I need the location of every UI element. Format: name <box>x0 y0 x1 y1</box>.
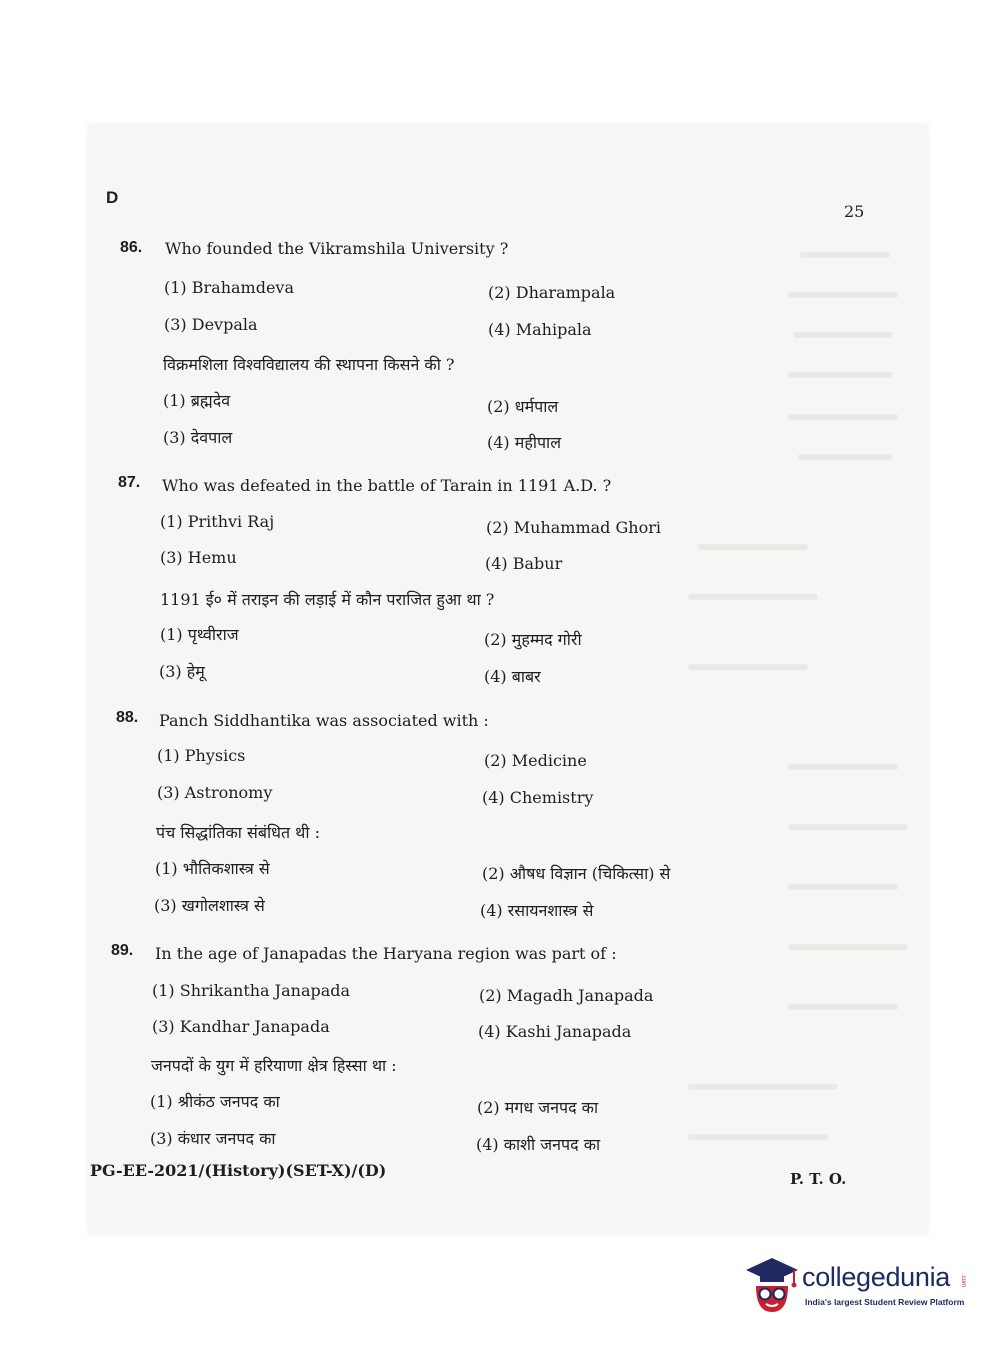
question-text-hindi: 1191 ई० में तराइन की लड़ाई में कौन पराजित हुआ था ? <box>160 590 495 609</box>
set-letter: D <box>106 188 119 207</box>
question-number: 88. <box>116 709 139 726</box>
option-4-english: (4) Babur <box>485 554 563 573</box>
option-2-hindi: (2) मुहम्मद गोरी <box>484 630 582 649</box>
option-3-english: (3) Astronomy <box>157 783 273 802</box>
option-3-english: (3) Kandhar Janapada <box>152 1017 330 1036</box>
bleed-through-line <box>788 372 893 378</box>
logo-tagline: India's largest Student Review Platform <box>805 1297 965 1307</box>
bleed-through-line <box>788 884 898 890</box>
bleed-through-line <box>788 1004 898 1010</box>
option-3-english: (3) Hemu <box>160 548 237 567</box>
bleed-through-line <box>793 332 893 338</box>
bleed-through-line <box>798 454 893 460</box>
option-1-english: (1) Physics <box>157 746 246 765</box>
question-text-english: Panch Siddhantika was associated with : <box>159 711 489 730</box>
question-number: 89. <box>111 942 134 959</box>
option-4-hindi: (4) महीपाल <box>487 433 562 452</box>
question-text-hindi: पंच सिद्धांतिका संबंधित थी : <box>156 823 320 842</box>
option-3-hindi: (3) देवपाल <box>163 428 233 447</box>
option-2-english: (2) Muhammad Ghori <box>486 518 661 537</box>
option-3-english: (3) Devpala <box>164 315 258 334</box>
bleed-through-line <box>788 944 908 950</box>
option-4-english: (4) Chemistry <box>482 788 594 807</box>
logo-brand-name: collegedunia <box>802 1262 951 1292</box>
option-1-english: (1) Shrikantha Janapada <box>152 981 351 1000</box>
option-2-hindi: (2) धर्मपाल <box>487 397 559 416</box>
bleed-through-line <box>688 1084 838 1090</box>
question-text-english: In the age of Janapadas the Haryana region was part of : <box>155 944 617 963</box>
option-2-hindi: (2) मगध जनपद का <box>477 1098 599 1117</box>
collegedunia-logo <box>742 1250 972 1320</box>
paper-code: PG-EE-2021/(History)(SET-X)/(D) <box>90 1161 387 1180</box>
option-3-hindi: (3) हेमू <box>159 662 205 681</box>
logo-suffix: .com <box>960 1274 966 1288</box>
bleed-through-line <box>800 252 890 258</box>
option-2-hindi: (2) औषध विज्ञान (चिकित्सा) से <box>482 864 671 883</box>
option-3-hindi: (3) कंधार जनपद का <box>150 1129 276 1148</box>
graduate-cap-icon <box>742 1254 802 1316</box>
option-1-english: (1) Brahamdeva <box>164 278 294 297</box>
option-1-hindi: (1) श्रीकंठ जनपद का <box>150 1092 280 1111</box>
option-4-hindi: (4) रसायनशास्त्र से <box>480 901 594 920</box>
option-2-english: (2) Medicine <box>484 751 587 770</box>
question-text-hindi: जनपदों के युग में हरियाणा क्षेत्र हिस्सा था : <box>151 1056 397 1075</box>
option-1-english: (1) Prithvi Raj <box>160 512 275 531</box>
bleed-through-line <box>788 292 898 298</box>
bleed-through-line <box>788 414 898 420</box>
option-2-english: (2) Magadh Janapada <box>479 986 654 1005</box>
option-4-hindi: (4) काशी जनपद का <box>476 1135 601 1154</box>
question-number: 87. <box>118 474 141 491</box>
page-number: 25 <box>844 202 865 221</box>
option-1-hindi: (1) ब्रह्मदेव <box>163 391 231 410</box>
question-number: 86. <box>120 239 143 256</box>
bleed-through-line <box>688 594 818 600</box>
bleed-through-line <box>698 544 808 550</box>
question-text-english: Who was defeated in the battle of Tarain in 1191 A.D. ? <box>162 476 612 495</box>
option-2-english: (2) Dharampala <box>488 283 616 302</box>
option-4-hindi: (4) बाबर <box>484 667 541 686</box>
option-3-hindi: (3) खगोलशास्त्र से <box>154 896 265 915</box>
option-1-hindi: (1) पृथ्वीराज <box>160 625 239 644</box>
bleed-through-line <box>788 824 908 830</box>
bleed-through-line <box>688 664 808 670</box>
question-text-english: Who founded the Vikramshila University ? <box>165 239 509 258</box>
question-text-hindi: विक्रमशिला विश्वविद्यालय की स्थापना किसने की ? <box>163 355 455 374</box>
option-1-hindi: (1) भौतिकशास्त्र से <box>155 859 270 878</box>
bleed-through-line <box>688 1134 828 1140</box>
option-4-english: (4) Kashi Janapada <box>478 1022 632 1041</box>
please-turn-over: P. T. O. <box>790 1170 847 1188</box>
option-4-english: (4) Mahipala <box>488 320 592 339</box>
bleed-through-line <box>788 764 898 770</box>
